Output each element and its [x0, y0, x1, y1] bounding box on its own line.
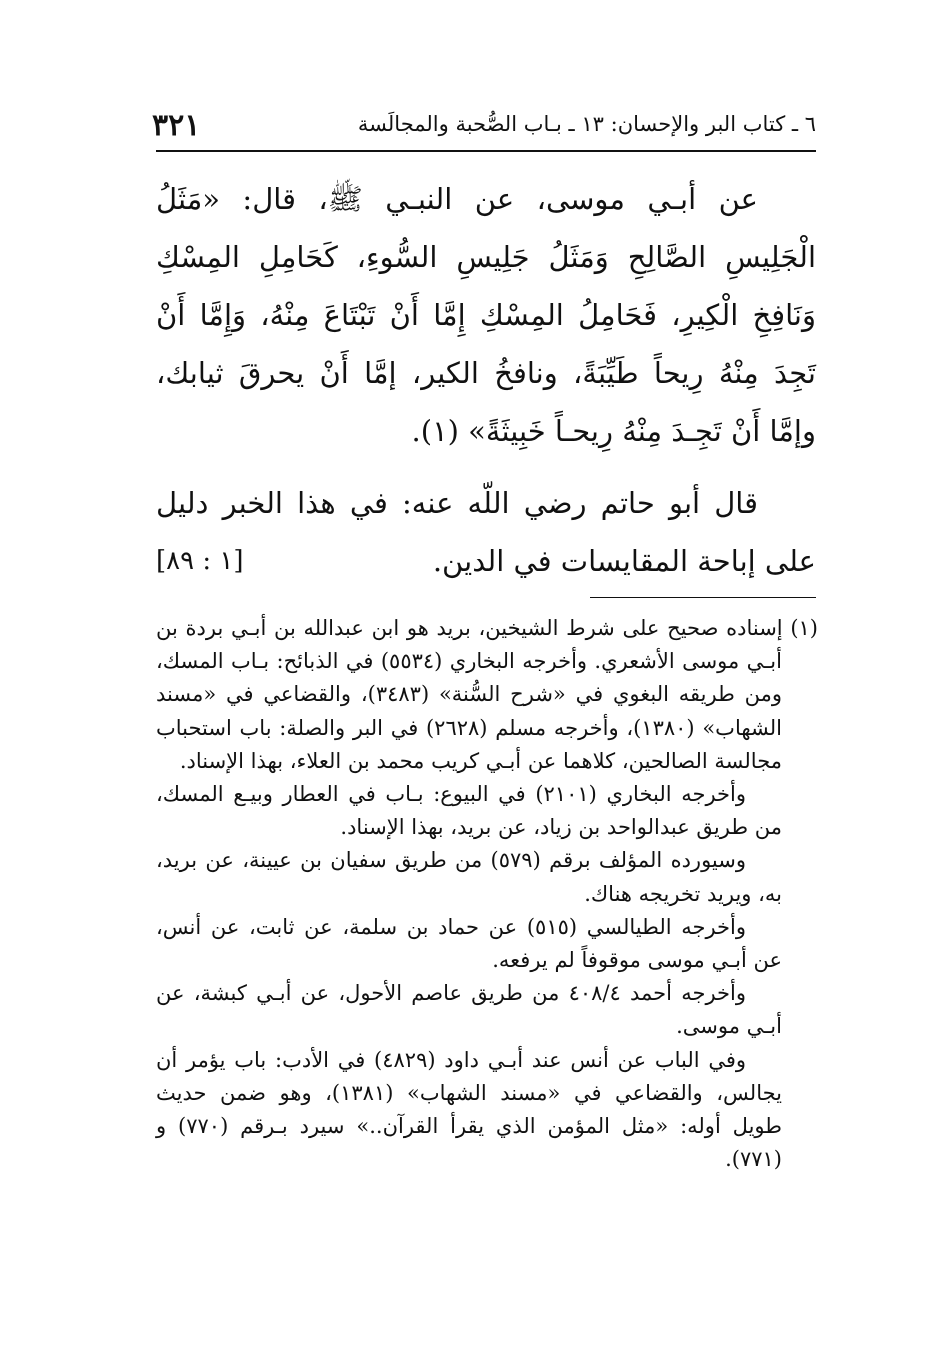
footnote-separator — [590, 597, 816, 598]
footnote-paragraph: وأخرجه أحمد ٤٠٨/٤ من طريق عاصم الأحول، عن أبـي كبشة، عن أبـي موسى. — [156, 981, 782, 1039]
volume-reference: [١ : ٨٩] — [156, 546, 244, 576]
footnote-paragraph: وسيورده المؤلف برقم (٥٧٩) من طريق سفيان بن عيينة، عن بريد، به، ويريد تخريجه هناك. — [156, 848, 782, 906]
main-text — [156, 170, 816, 590]
commentary-text: قال أبو حاتم رضي اللّه عنه: في هذا الخبر دليل على إباحة المقايسات في الدين. — [156, 486, 816, 578]
running-title: ٦ ـ كتاب البر والإحسان: ١٣ ـ بـاب الصُّحبة والمجالَسة — [357, 112, 816, 136]
footnote-paragraph: وفي الباب عن أنس عند أبـي داود (٤٨٢٩) في الأدب: باب يؤمر أن يجالس، والقضاعي في «مسند الشهاب» (١٣٨١)، وهو ضمن حديث طويل أوله: «مثل المؤمن الذي يقرأ القرآن..» سيرد بـرقم (٧٧٠) و (٧٧١). — [156, 1047, 782, 1172]
page-header — [152, 108, 816, 144]
page-number: ٣٢١ — [152, 108, 201, 143]
commentary-paragraph — [156, 474, 816, 590]
hadith-paragraph: عن أبـي موسى، عن النبـي ﷺ، قال: «مَثَلُ الْجَلِيسِ الصَّالِحِ وَمَثَلُ جَلِيسِ السُّوءِ، كَحَامِلِ المِسْكِ وَنَافِخِ الْكِيرِ، فَحَامِلُ المِسْكِ إِمَّا أَنْ تَبْتَاعَ مِنْهُ، وَإِمَّا أَنْ تَجِدَ مِنْهُ رِيحاً طَيِّبَةً، ونافخُ الكير، إمَّا أَنْ يحرقَ ثيابك، وإمَّا أَنْ تَجِـدَ مِنْهُ رِيحـاً خَبِيثَةً» (١). — [156, 182, 816, 448]
footnote-paragraph: (١) إسناده صحيح على شرط الشيخين، بريد هو ابن عبدالله بن أبـي بردة بن أبـي موسى الأشعري. وأخرجه البخاري (٥٥٣٤) في الذبائح: بـاب المسك، ومن طريقه البغوي في «شرح السُّنة» (٣٤٨٣)، والقضاعي في «مسند الشهاب» (١٣٨٠)، وأخرجه مسلم (٢٦٢٨) في البر والصلة: باب استحباب مجالسة الصالحين، كلاهما عن أبـي كريب محمد بن العلاء، بهذا الإسناد. — [156, 616, 818, 773]
footnote-paragraph: وأخرجه البخاري (٢١٠١) في البيوع: بـاب في العطار وبيـع المسك، من طريق عبدالواحد بن زياد، عن بريد، بهذا الإسناد. — [156, 782, 782, 840]
footnote-paragraph: وأخرجه الطيالسي (٥١٥) عن حماد بن سلمة، عن ثابت، عن أنس، عن أبـي موسى موقوفاً لم يرفعه. — [156, 914, 782, 973]
header-rule — [156, 150, 816, 152]
footnotes — [156, 612, 818, 1176]
